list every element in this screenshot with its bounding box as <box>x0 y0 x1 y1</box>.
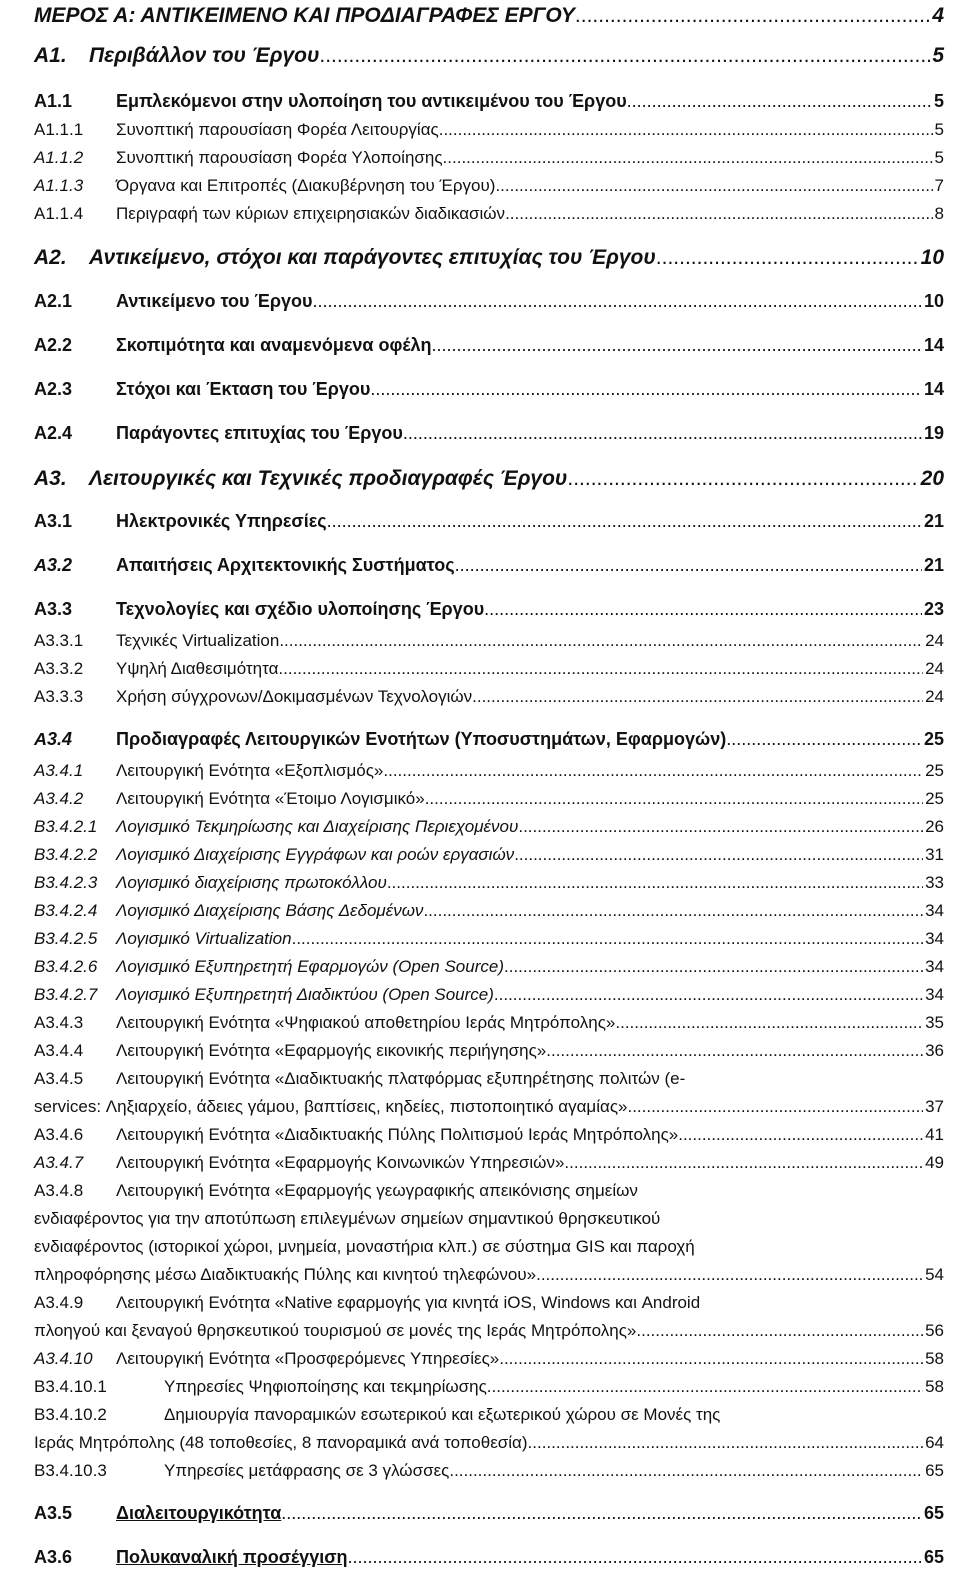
toc-page-number: 14 <box>923 335 944 355</box>
toc-page-number: 5 <box>934 148 944 167</box>
toc-entry-title: Όργανα και Επιτροπές (Διακυβέρνηση του Έργου) <box>116 176 496 195</box>
toc-page-number: 19 <box>923 423 944 443</box>
toc-entry-title: Περιγραφή των κύριων επιχειρησιακών διαδικασιών <box>116 204 506 223</box>
toc-page-number: 5 <box>934 120 944 139</box>
toc-entry-number: Α3.6 <box>34 1547 73 1567</box>
toc-page-number: 4 <box>932 4 944 27</box>
toc-entry[interactable] <box>34 873 944 893</box>
toc-leader-dots <box>627 91 932 112</box>
toc-entry-number: ΜΕΡΟΣ Α: ΑΝΤΙΚΕΙΜΕΝΟ ΚΑΙ ΠΡΟΔΙΑΓΡΑΦΕΣ ΕΡΓΟΥ <box>34 4 575 27</box>
toc-entry[interactable] <box>34 599 944 620</box>
toc-entry[interactable] <box>34 148 944 168</box>
toc-page-number: 34 <box>925 957 944 976</box>
toc-page-number: 20 <box>920 467 944 490</box>
toc-entry-title: Λειτουργική Ενότητα «Native εφαρμογής για κινητά iOS, Windows και Android <box>116 1293 701 1312</box>
toc-entry[interactable] <box>34 659 944 679</box>
toc-entry-number: Α1.1.2 <box>34 148 84 167</box>
toc-entry[interactable] <box>34 687 944 707</box>
toc-entry-title: Ιεράς Μητρόπολης (48 τοποθεσίες, 8 πανοραμικά ανά τοποθεσία) <box>34 1433 528 1452</box>
toc-entry-number: Α3.4.1 <box>34 761 84 780</box>
toc-leader-dots <box>327 511 922 532</box>
toc-entry-number: Α3.4.6 <box>34 1125 84 1144</box>
toc-entry-title: Συνοπτική παρουσίαση Φορέα Υλοποίησης <box>116 148 443 167</box>
toc-leader-dots <box>403 423 922 444</box>
toc-entry[interactable] <box>34 1041 944 1061</box>
toc-entry[interactable] <box>34 817 944 837</box>
toc-entry-number: Α3.3.3 <box>34 687 84 706</box>
toc-entry-title: Λογισμικό διαχείρισης πρωτοκόλλου <box>116 873 387 892</box>
toc-page-number: 65 <box>923 1547 944 1567</box>
toc-entry[interactable] <box>34 335 944 356</box>
toc-page-number: 56 <box>925 1321 944 1340</box>
toc-entry-number: Α3.4.7 <box>34 1153 84 1172</box>
toc-page-number: 23 <box>923 599 944 619</box>
toc-entry-number: Α2.1 <box>34 291 73 311</box>
toc-page-number: 65 <box>923 1503 944 1523</box>
toc-page-number: 35 <box>925 1013 944 1032</box>
toc-leader-dots <box>575 4 930 28</box>
toc-entry-number: Α3.4.4 <box>34 1041 84 1060</box>
toc-entry-title: Συνοπτική παρουσίαση Φορέα Λειτουργίας <box>116 120 439 139</box>
toc-entry-number: Α3.4.3 <box>34 1013 84 1032</box>
toc-page-number: 34 <box>925 901 944 920</box>
toc-entry-title: Λογισμικό Εξυπηρετητή Διαδικτύου (Open Source) <box>116 985 494 1004</box>
toc-entry-title: Λειτουργική Ενότητα «Εφαρμογής εικονικής περιήγησης» <box>116 1041 547 1060</box>
toc-leader-dots <box>449 1461 923 1481</box>
toc-page-number: 7 <box>934 176 944 195</box>
toc-entry <box>34 1405 944 1425</box>
toc-leader-dots <box>484 599 922 620</box>
toc-leader-dots <box>567 467 918 491</box>
toc-entry[interactable] <box>34 929 944 949</box>
toc-entry-number: Β3.4.10.2 <box>34 1405 107 1424</box>
toc-leader-dots <box>656 246 919 270</box>
toc-leader-dots <box>319 44 930 68</box>
toc-entry[interactable] <box>34 120 944 140</box>
toc-entry-number: Α2.3 <box>34 379 73 399</box>
toc-entry-number: Α2. <box>34 246 67 269</box>
toc-entry-title: Σκοπιμότητα και αναμενόμενα οφέλη <box>116 335 432 355</box>
toc-entry-title: services: Ληξιαρχείο, άδειες γάμου, βαπτίσεις, κηδείες, πιστοποιητικό αγαμίας» <box>34 1097 628 1116</box>
toc-leader-dots <box>505 204 932 224</box>
toc-page-number: 24 <box>925 659 944 678</box>
toc-page-number: 14 <box>923 379 944 399</box>
toc-leader-dots <box>536 1265 923 1285</box>
toc-entry[interactable] <box>34 1503 944 1524</box>
toc-leader-dots <box>627 1097 923 1117</box>
toc-page-number: 54 <box>925 1265 944 1284</box>
toc-entry-number: Α3.3.2 <box>34 659 84 678</box>
toc-entry-continuation[interactable] <box>34 1265 944 1285</box>
toc-page-number: 25 <box>925 761 944 780</box>
toc-leader-dots <box>348 1547 922 1568</box>
toc-entry-title: Πολυκαναλική προσέγγιση <box>116 1547 348 1567</box>
toc-page-number: 58 <box>925 1377 944 1396</box>
toc-page-number: 37 <box>925 1097 944 1116</box>
toc-leader-dots <box>281 1503 922 1524</box>
toc-entry[interactable] <box>34 1547 944 1568</box>
toc-entry-number: Α1. <box>34 44 67 67</box>
toc-leader-dots <box>423 901 923 921</box>
toc-entry[interactable] <box>34 845 944 865</box>
toc-page-number: 5 <box>933 91 944 111</box>
toc-page-number: 25 <box>923 729 944 749</box>
toc-leader-dots <box>387 873 923 893</box>
toc-entry[interactable] <box>34 957 944 977</box>
toc-entry-title: Στόχοι και Έκταση του Έργου <box>116 379 371 399</box>
toc-entry[interactable] <box>34 1125 944 1145</box>
toc-entry-number: Α3.4.2 <box>34 789 84 808</box>
toc-entry-title: Παράγοντες επιτυχίας του Έργου <box>116 423 403 443</box>
toc-entry <box>34 1069 944 1089</box>
toc-entry-title: Απαιτήσεις Αρχιτεκτονικής Συστήματος <box>116 555 455 575</box>
toc-entry-title: Υπηρεσίες μετάφρασης σε 3 γλώσσες <box>164 1461 450 1480</box>
toc-page-number: 21 <box>923 555 944 575</box>
toc-entry-number: Α3.3 <box>34 599 73 619</box>
toc-entry[interactable] <box>34 1013 944 1033</box>
toc-entry[interactable] <box>34 91 944 112</box>
toc-entry-title: Λειτουργική Ενότητα «Εξοπλισμός» <box>116 761 384 780</box>
toc-leader-dots <box>370 379 922 400</box>
toc-entry-title: Τεχνολογίες και σχέδιο υλοποίησης Έργου <box>116 599 485 619</box>
toc-leader-dots <box>487 1377 923 1397</box>
toc-entry-number: Α1.1 <box>34 91 73 111</box>
toc-entry-number: Α3.4 <box>34 729 73 749</box>
toc-entry[interactable] <box>34 423 944 444</box>
toc-leader-dots <box>636 1321 923 1341</box>
toc-entry-number: Α3.5 <box>34 1503 73 1523</box>
toc-entry[interactable] <box>34 511 944 532</box>
toc-entry[interactable] <box>34 4 944 28</box>
toc-entry-continuation <box>34 1209 944 1229</box>
toc-entry-title: Υπηρεσίες Ψηφιοποίησης και τεκμηρίωσης <box>164 1377 487 1396</box>
toc-entry-number: Β3.4.2.2 <box>34 845 98 864</box>
toc-entry[interactable] <box>34 1461 944 1481</box>
toc-leader-dots <box>499 1349 923 1369</box>
toc-entry[interactable] <box>34 44 944 68</box>
toc-page-number: 26 <box>925 817 944 836</box>
toc-entry-title: Υψηλή Διαθεσιμότητα <box>116 659 279 678</box>
toc-page-number: 24 <box>925 687 944 706</box>
toc-entry-title: Λογισμικό Διαχείρισης Βάσης Δεδομένων <box>116 901 424 920</box>
toc-entry-title: Προδιαγραφές Λειτουργικών Ενοτήτων (Υποσυστημάτων, Εφαρμογών) <box>116 729 727 749</box>
toc-entry-title: Λογισμικό Virtualization <box>116 929 292 948</box>
toc-entry-number: Α3.1 <box>34 511 73 531</box>
toc-entry-number: Α1.1.1 <box>34 120 84 139</box>
toc-page-number: 58 <box>925 1349 944 1368</box>
toc-leader-dots <box>564 1153 923 1173</box>
toc-entry[interactable] <box>34 729 944 750</box>
toc-entry-continuation[interactable] <box>34 1097 944 1117</box>
toc-leader-dots <box>313 291 922 312</box>
toc-page-number: 25 <box>925 789 944 808</box>
toc-entry-number: Α2.4 <box>34 423 73 443</box>
toc-entry-title: Λειτουργική Ενότητα «Διαδικτυακής Πύλης Πολιτισμού Ιεράς Μητρόπολης» <box>116 1125 679 1144</box>
toc-entry[interactable] <box>34 379 944 400</box>
toc-entry[interactable] <box>34 291 944 312</box>
toc-entry-title: πληροφόρησης μέσω Διαδικτυακής Πύλης και κινητού τηλεφώνου» <box>34 1265 537 1284</box>
toc-page-number: 5 <box>932 44 944 67</box>
toc-entry-number: Α3.4.10 <box>34 1349 93 1368</box>
toc-entry-continuation[interactable] <box>34 1321 944 1341</box>
toc-leader-dots <box>472 687 923 707</box>
toc-leader-dots <box>514 845 923 865</box>
toc-entry-continuation <box>34 1237 944 1257</box>
toc-entry-number: Α3.4.5 <box>34 1069 84 1088</box>
toc-entry-title: Λειτουργική Ενότητα «Προσφερόμενες Υπηρεσίες» <box>116 1349 500 1368</box>
toc-page-number: 34 <box>925 929 944 948</box>
toc-page-number: 36 <box>925 1041 944 1060</box>
toc-entry-number: Β3.4.2.4 <box>34 901 98 920</box>
toc-entry-title: Περιβάλλον του Έργου <box>89 44 320 67</box>
toc-entry-title: Λειτουργική Ενότητα «Έτοιμο Λογισμικό» <box>116 789 425 808</box>
toc-entry-title: ενδιαφέροντος για την αποτύπωση επιλεγμένων σημείων σημαντικού θρησκευτικού <box>34 1209 661 1228</box>
toc-entry-title: Ηλεκτρονικές Υπηρεσίες <box>116 511 327 531</box>
toc-entry-number: Α1.1.4 <box>34 204 84 223</box>
toc-leader-dots <box>383 761 923 781</box>
toc-leader-dots <box>439 120 933 140</box>
toc-leader-dots <box>495 176 932 196</box>
toc-leader-dots <box>678 1125 923 1145</box>
toc-leader-dots <box>546 1041 923 1061</box>
toc-entry <box>34 1181 944 1201</box>
toc-entry-number: Β3.4.2.7 <box>34 985 98 1004</box>
toc-entry-number: Α1.1.3 <box>34 176 84 195</box>
toc-entry[interactable] <box>34 246 944 270</box>
toc-entry-number: Α3.4.9 <box>34 1293 84 1312</box>
toc-entry-number: Α3. <box>34 467 67 490</box>
toc-entry-title: Λειτουργική Ενότητα «Ψηφιακού αποθετηρίου Ιεράς Μητρόπολης» <box>116 1013 616 1032</box>
toc-entry[interactable] <box>34 176 944 196</box>
toc-entry <box>34 1293 944 1313</box>
toc-page-number: 24 <box>925 631 944 650</box>
toc-leader-dots <box>432 335 922 356</box>
toc-leader-dots <box>443 148 933 168</box>
toc-page-number: 31 <box>925 845 944 864</box>
toc-entry[interactable] <box>34 467 944 491</box>
toc-entry[interactable] <box>34 1153 944 1173</box>
toc-entry-title: Αντικείμενο, στόχοι και παράγοντες επιτυχίας του Έργου <box>89 246 656 269</box>
toc-leader-dots <box>455 555 922 576</box>
toc-entry-title: Χρήση σύγχρονων/Δοκιμασμένων Τεχνολογιών <box>116 687 473 706</box>
toc-entry[interactable] <box>34 204 944 224</box>
toc-leader-dots <box>726 729 922 750</box>
toc-entry-number: Α3.4.8 <box>34 1181 84 1200</box>
toc-page-number: 41 <box>925 1125 944 1144</box>
toc-page-number: 65 <box>925 1461 944 1480</box>
toc-entry[interactable] <box>34 631 944 651</box>
toc-entry[interactable] <box>34 985 944 1005</box>
toc-page-number: 33 <box>925 873 944 892</box>
toc-leader-dots <box>279 631 923 651</box>
toc-entry-title: Λειτουργική Ενότητα «Διαδικτυακής πλατφόρμας εξυπηρέτησης πολιτών (e- <box>116 1069 686 1088</box>
toc-entry-number: Α2.2 <box>34 335 73 355</box>
toc-entry-number: Β3.4.2.5 <box>34 929 98 948</box>
toc-entry-number: Α3.2 <box>34 555 73 575</box>
toc-entry-title: Λειτουργική Ενότητα «Εφαρμογής Κοινωνικών Υπηρεσιών» <box>116 1153 565 1172</box>
toc-page-number: 10 <box>920 246 944 269</box>
toc-page-number: 8 <box>934 204 944 223</box>
toc-entry-title: Λογισμικό Εξυπηρετητή Εφαρμογών (Open Source) <box>116 957 504 976</box>
toc-leader-dots <box>528 1433 924 1453</box>
toc-entry[interactable] <box>34 901 944 921</box>
toc-leader-dots <box>504 957 923 977</box>
toc-entry-number: Β3.4.2.3 <box>34 873 98 892</box>
toc-entry[interactable] <box>34 1349 944 1369</box>
toc-entry-title: Λειτουργική Ενότητα «Εφαρμογής γεωγραφικής απεικόνισης σημείων <box>116 1181 638 1200</box>
toc-entry-title: Δημιουργία πανοραμικών εσωτερικού και εξωτερικού χώρου σε Μονές της <box>164 1405 721 1424</box>
toc-entry-number: Β3.4.2.6 <box>34 957 98 976</box>
toc-entry-title: ενδιαφέροντος (ιστορικοί χώροι, μνημεία, μοναστήρια κλπ.) σε σύστημα GIS και παροχή <box>34 1237 695 1256</box>
toc-page-number: 21 <box>923 511 944 531</box>
toc-leader-dots <box>518 817 923 837</box>
toc-entry-number: Β3.4.2.1 <box>34 817 98 836</box>
toc-page-number: 49 <box>925 1153 944 1172</box>
toc-entry[interactable] <box>34 1377 944 1397</box>
toc-entry[interactable] <box>34 555 944 576</box>
toc-entry-title: Λογισμικό Διαχείρισης Εγγράφων και ροών εργασιών <box>116 845 515 864</box>
toc-leader-dots <box>615 1013 923 1033</box>
toc-entry-title: Αντικείμενο του Έργου <box>116 291 313 311</box>
toc-entry-title: Διαλειτουργικότητα <box>116 1503 282 1523</box>
toc-page-number: 10 <box>923 291 944 311</box>
toc-entry-continuation[interactable] <box>34 1433 944 1453</box>
toc-leader-dots <box>425 789 923 809</box>
toc-entry-number: Β3.4.10.3 <box>34 1461 107 1480</box>
toc-entry-title: Εμπλεκόμενοι στην υλοποίηση του αντικειμένου του Έργου <box>116 91 627 111</box>
toc-entry[interactable] <box>34 761 944 781</box>
toc-entry-number: Α3.3.1 <box>34 631 84 650</box>
toc-entry-title: Λογισμικό Τεκμηρίωσης και Διαχείρισης Περιεχομένου <box>116 817 519 836</box>
toc-page-number: 64 <box>925 1433 944 1452</box>
toc-leader-dots <box>292 929 923 949</box>
toc-entry[interactable] <box>34 789 944 809</box>
toc-entry-number: Β3.4.10.1 <box>34 1377 107 1396</box>
toc-leader-dots <box>494 985 923 1005</box>
toc-page-number: 34 <box>925 985 944 1004</box>
toc-entry-title: πλοηγού και ξεναγού θρησκευτικού τουρισμού σε μονές της Ιεράς Μητρόπολης» <box>34 1321 637 1340</box>
toc-entry-title: Τεχνικές Virtualization <box>116 631 280 650</box>
toc-entry-title: Λειτουργικές και Τεχνικές προδιαγραφές Έργου <box>89 467 568 490</box>
toc-leader-dots <box>278 659 923 679</box>
